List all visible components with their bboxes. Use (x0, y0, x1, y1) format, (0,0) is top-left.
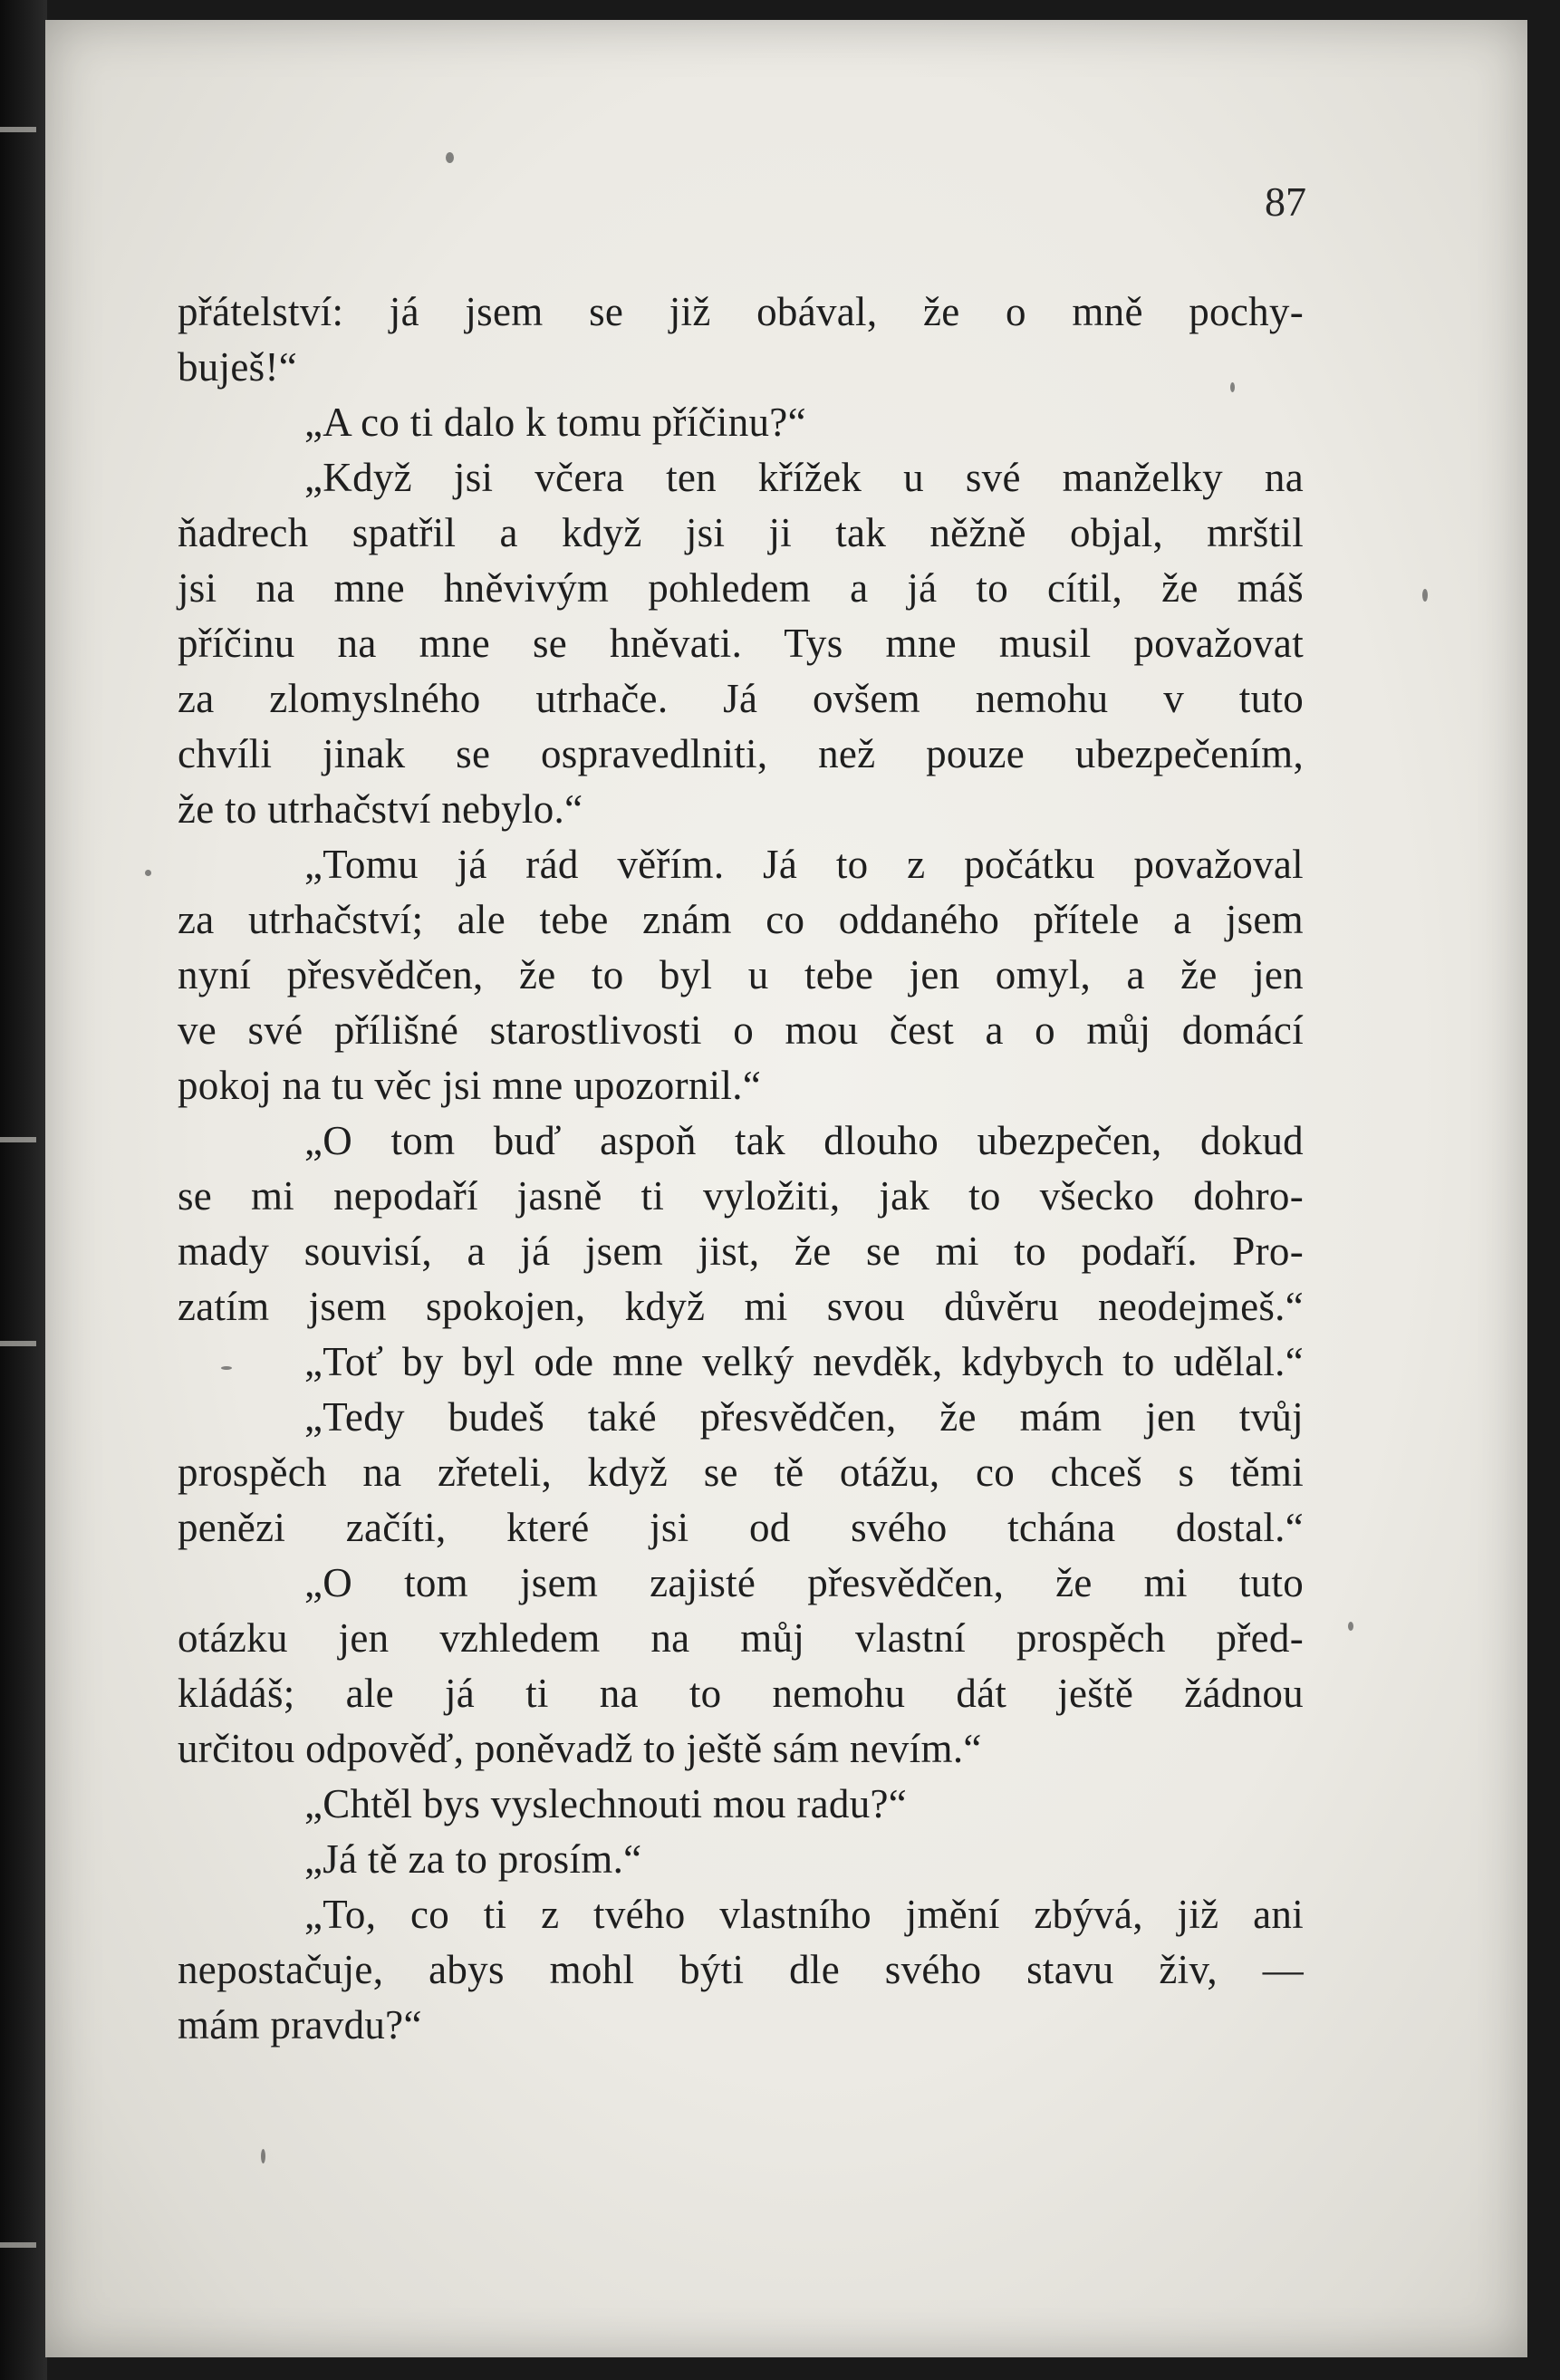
page-number: 87 (1265, 178, 1306, 225)
text-line: „O tom jsem zajisté přesvědčen, že mi tuto (304, 1560, 1304, 1605)
text-line: prospěch na zřeteli, když se tě otážu, co chceš s těmi (178, 1450, 1304, 1495)
book-binding-edge (0, 0, 47, 2380)
text-line: nyní přesvědčen, že to byl u tebe jen omyl, a že jen (178, 952, 1304, 997)
text-line: příčinu na mne se hněvati. Tys mne musil považovat (178, 621, 1304, 666)
dust-speck (1348, 1622, 1353, 1631)
text-line: „A co ti dalo k tomu příčinu?“ (304, 400, 806, 445)
dust-speck (1422, 589, 1428, 602)
body-text (178, 284, 1304, 2053)
text-line: za utrhačství; ale tebe znám co oddaného přítele a jsem (178, 897, 1304, 942)
text-line: určitou odpověď, poněvadž to ještě sám nevím.“ (178, 1726, 982, 1771)
text-line: zatím jsem spokojen, když mi svou důvěru neodejmeš.“ (178, 1284, 1304, 1329)
text-line: za zlomyslného utrhače. Já ovšem nemohu v tuto (178, 676, 1304, 721)
text-line: jsi na mne hněvivým pohledem a já to cítil, že máš (178, 565, 1304, 611)
text-line: „Chtěl bys vyslechnouti mou radu?“ (304, 1781, 908, 1826)
text-line: přátelství: já jsem se již obával, že o mně pochy- (178, 289, 1304, 334)
text-line: „To, co ti z tvého vlastního jmění zbývá, již ani (304, 1892, 1304, 1937)
text-line: otázku jen vzhledem na můj vlastní prospěch před- (178, 1615, 1304, 1661)
text-line: „Když jsi včera ten křížek u své manželky na (304, 455, 1304, 500)
text-line: že to utrhačství nebylo.“ (178, 786, 583, 832)
binding-mark (0, 1341, 36, 1346)
binding-mark (0, 1137, 36, 1142)
dust-speck (145, 870, 151, 876)
text-line: nepostačuje, abys mohl býti dle svého stavu živ, — (178, 1947, 1304, 1992)
text-line: buješ!“ (178, 344, 298, 390)
text-line: mám pravdu?“ (178, 2002, 422, 2048)
text-line: ňadrech spatřil a když jsi ji tak něžně objal, mrštil (178, 510, 1304, 555)
dust-speck (446, 152, 454, 163)
text-line: „Tomu já rád věřím. Já to z počátku považoval (304, 842, 1304, 887)
binding-mark (0, 2242, 36, 2248)
text-line: „O tom buď aspoň tak dlouho ubezpečen, dokud (304, 1118, 1304, 1163)
text-line: se mi nepodaří jasně ti vyložiti, jak to všecko dohro- (178, 1173, 1304, 1219)
text-line: „Toť by byl ode mne velký nevděk, kdybych to udělal.“ (304, 1339, 1304, 1384)
dust-speck (261, 2149, 265, 2163)
text-line: chvíli jinak se ospravedlniti, než pouze ubezpečením, (178, 731, 1304, 776)
text-line: penězi začíti, které jsi od svého tchána dostal.“ (178, 1505, 1304, 1550)
text-line: ve své přílišné starostlivosti o mou čest a o můj domácí (178, 1007, 1304, 1053)
text-line: „Já tě za to prosím.“ (304, 1836, 642, 1882)
text-line: mady souvisí, a já jsem jist, že se mi to podaří. Pro- (178, 1229, 1304, 1274)
text-line: „Tedy budeš také přesvědčen, že mám jen tvůj (304, 1394, 1304, 1440)
binding-mark (0, 127, 36, 132)
text-line: kládáš; ale já ti na to nemohu dát ještě žádnou (178, 1671, 1304, 1716)
text-line: pokoj na tu věc jsi mne upozornil.“ (178, 1063, 762, 1108)
